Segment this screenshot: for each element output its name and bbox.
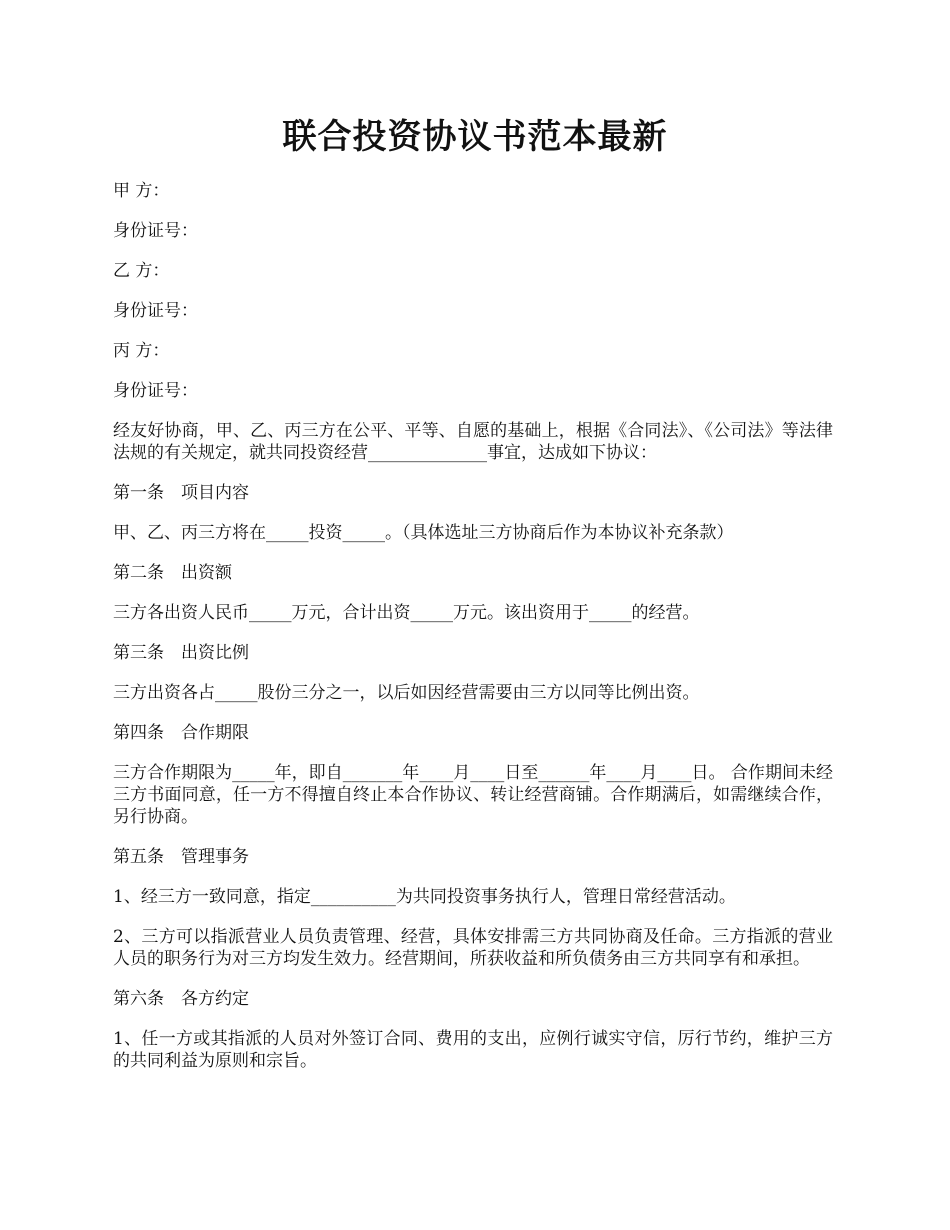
article-3-heading: 第三条 出资比例 (113, 643, 249, 663)
article-5-item-1: 1、经三方一致同意，指定__________为共同投资事务执行人，管理日常经营活动。 (113, 887, 736, 907)
party-a-field: 甲 方： (113, 181, 170, 201)
article-5-heading: 第五条 管理事务 (113, 847, 249, 867)
party-b-id-field: 身份证号： (113, 301, 198, 321)
preamble-paragraph: 经友好协商，甲、乙、丙三方在公平、平等、自愿的基础上，根据《合同法》、《公司法》等法律法规的有关规定，就共同投资经营______________事宜，达成如下协议： (113, 421, 833, 463)
party-c-id-field: 身份证号： (113, 381, 198, 401)
article-2-text: 三方各出资人民币_____万元，合计出资_____万元。该出资用于_____的经营。 (113, 603, 700, 623)
party-b-field: 乙 方： (113, 261, 170, 281)
article-2-heading: 第二条 出资额 (113, 563, 232, 583)
article-6-item-1: 1、任一方或其指派的人员对外签订合同、费用的支出，应例行诚实守信，厉行节约，维护三方的共同利益为原则和宗旨。 (113, 1029, 833, 1071)
document-body (113, 180, 833, 1090)
article-1-text: 甲、乙、丙三方将在_____投资_____。（具体选址三方协商后作为本协议补充条款） (113, 523, 734, 543)
article-4-heading: 第四条 合作期限 (113, 723, 249, 743)
article-5-item-2: 2、三方可以指派营业人员负责管理、经营，具体安排需三方共同协商及任命。三方指派的营业人员的职务行为对三方均发生效力。经营期间，所获收益和所负债务由三方共同享有和承担。 (113, 927, 833, 969)
party-a-id-field: 身份证号： (113, 221, 198, 241)
article-6-heading: 第六条 各方约定 (113, 989, 249, 1009)
document-title: 联合投资协议书范本最新 (282, 117, 668, 157)
article-3-text: 三方出资各占_____股份三分之一，以后如因经营需要由三方以同等比例出资。 (113, 683, 700, 703)
party-c-field: 丙 方： (113, 341, 170, 361)
article-1-heading: 第一条 项目内容 (113, 483, 249, 503)
article-4-text: 三方合作期限为_____年，即自_______年____月____日至______年____月____日。 合作期间未经三方书面同意，任一方不得擅自终止本合作协议、转让经营商铺。合作期满后，如需继续合作，另行协商。 (113, 763, 833, 827)
